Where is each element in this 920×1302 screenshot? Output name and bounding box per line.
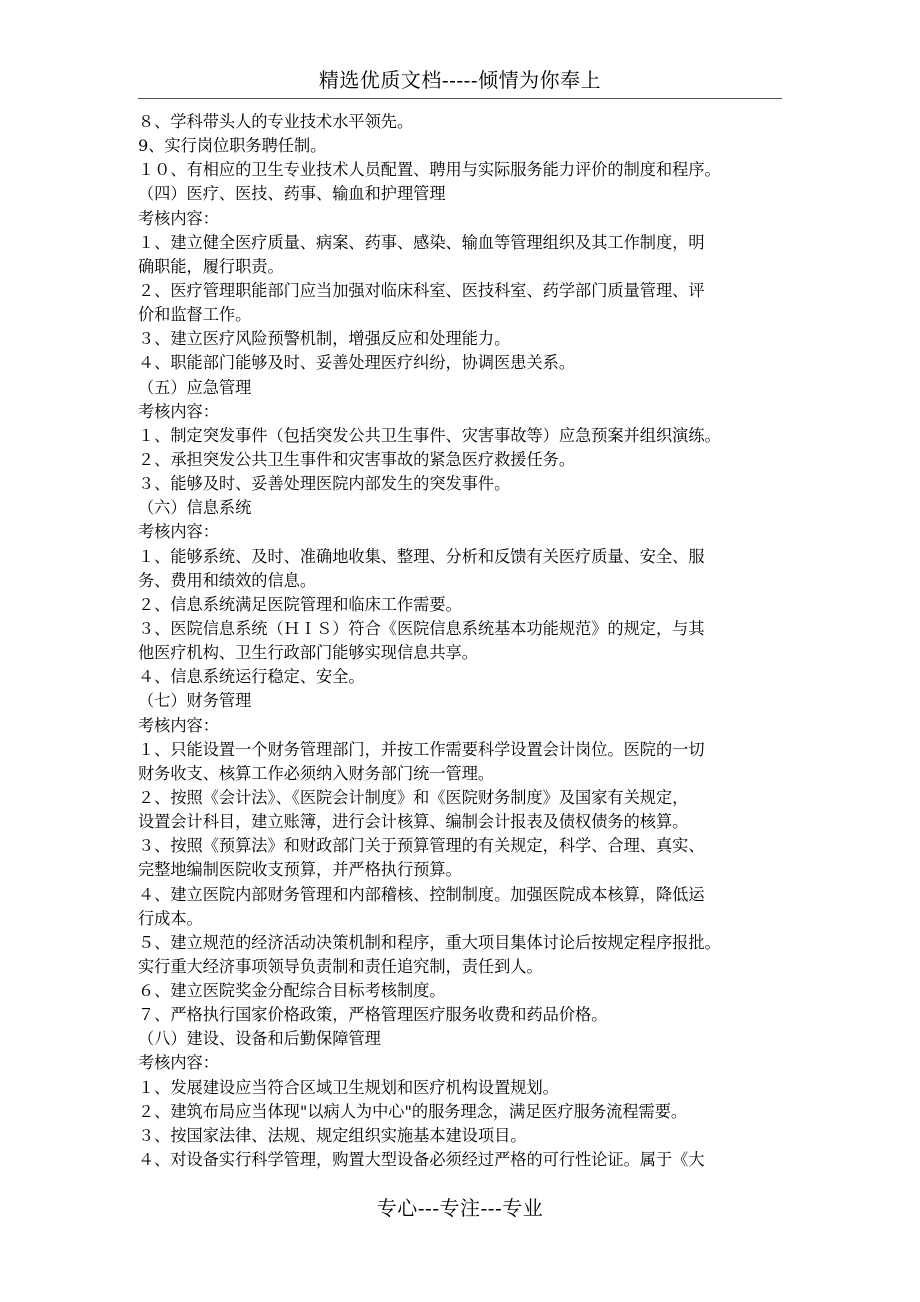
text-line: ２、医疗管理职能部门应当加强对临床科室、医技科室、药学部门质量管理、评: [138, 280, 705, 300]
text-line: ３、医院信息系统（ＨＩＳ）符合《医院信息系统基本功能规范》的规定，与其: [138, 618, 705, 638]
text-line: 财务收支、核算工作必须纳入财务部门统一管理。: [138, 763, 495, 783]
text-line: １、发展建设应当符合区域卫生规划和医疗机构设置规划。: [138, 1077, 559, 1097]
section-heading: （六）信息系统: [138, 498, 252, 518]
text-line: 考核内容：: [138, 208, 219, 228]
text-line: ８、学科带头人的专业技术水平领先。: [138, 112, 414, 131]
text-line: 实行重大经济事项领导负责制和责任追究制，责任到人。: [138, 956, 543, 976]
text-line: ３、按国家法律、法规、规定组织实施基本建设项目。: [138, 1125, 527, 1145]
text-line: ５、建立规范的经济活动决策机制和程序，重大项目集体讨论后按规定程序报批。: [138, 932, 721, 952]
text-line: ４、职能部门能够及时、妥善处理医疗纠纷，协调医患关系。: [138, 353, 576, 373]
header-divider: [138, 98, 782, 99]
text-line: 他医疗机构、卫生行政部门能够实现信息共享。: [138, 643, 478, 663]
text-line: １０、有相应的卫生专业技术人员配置、聘用与实际服务能力评价的制度和程序。: [138, 160, 721, 180]
text-line: １、建立健全医疗质量、病案、药事、感染、输血等管理组织及其工作制度，明: [138, 232, 705, 252]
section-heading: （七）财务管理: [138, 691, 252, 711]
text-line: ３、能够及时、妥善处理医院内部发生的突发事件。: [138, 474, 511, 494]
text-line: 设置会计科目，建立账簿，进行会计核算、编制会计报表及债权债务的核算。: [138, 812, 689, 832]
text-line: ４、对设备实行科学管理，购置大型设备必须经过严格的可行性论证。属于《大: [138, 1150, 705, 1170]
section-heading: （五）应急管理: [138, 377, 252, 397]
page-header: 精选优质文档-----倾情为你奉上: [318, 68, 602, 92]
text-line: 务、费用和绩效的信息。: [138, 570, 317, 590]
document-body: [138, 110, 786, 1172]
text-line: 考核内容：: [138, 715, 219, 735]
text-line: 价和监督工作。: [138, 305, 252, 325]
text-line: １、只能设置一个财务管理部门，并按工作需要科学设置会计岗位。医院的一切: [138, 739, 705, 759]
text-line: １、能够系统、及时、准确地收集、整理、分析和反馈有关医疗质量、安全、服: [138, 546, 705, 566]
text-line: 考核内容：: [138, 1053, 219, 1073]
text-line: 完整地编制医院收支预算，并严格执行预算。: [138, 860, 462, 880]
text-line: 考核内容：: [138, 522, 219, 542]
section-heading: （四）医疗、医技、药事、输血和护理管理: [138, 184, 446, 204]
text-line: 确职能，履行职责。: [138, 256, 284, 276]
text-line: ３、按照《预算法》和财政部门关于预算管理的有关规定，科学、合理、真实、: [138, 836, 705, 856]
text-line: ２、建筑布局应当体现"以病人为中心"的服务理念，满足医疗服务流程需要。: [138, 1101, 688, 1121]
text-line: 行成本。: [138, 908, 203, 928]
text-line: ２、承担突发公共卫生事件和灾害事故的紧急医疗救援任务。: [138, 449, 576, 469]
page-footer: 专心---专注---专业: [376, 1196, 544, 1220]
text-line: ２、信息系统满足医院管理和临床工作需要。: [138, 594, 462, 614]
text-line: ２、按照《会计法》、《医院会计制度》和《医院财务制度》及国家有关规定，: [138, 787, 689, 807]
text-line: ６、建立医院奖金分配综合目标考核制度。: [138, 981, 446, 1001]
text-line: ４、建立医院内部财务管理和内部稽核、控制制度。加强医院成本核算，降低运: [138, 884, 705, 904]
text-line: 考核内容：: [138, 401, 219, 421]
text-line: ３、建立医疗风险预警机制，增强反应和处理能力。: [138, 329, 511, 349]
text-line: ４、信息系统运行稳定、安全。: [138, 667, 365, 687]
text-line: 9、实行岗位职务聘任制。: [138, 136, 327, 156]
text-line: ７、严格执行国家价格政策，严格管理医疗服务收费和药品价格。: [138, 1005, 608, 1025]
section-heading: （八）建设、设备和后勤保障管理: [138, 1029, 381, 1049]
text-line: １、制定突发事件（包括突发公共卫生事件、灾害事故等）应急预案并组织演练。: [138, 425, 721, 445]
